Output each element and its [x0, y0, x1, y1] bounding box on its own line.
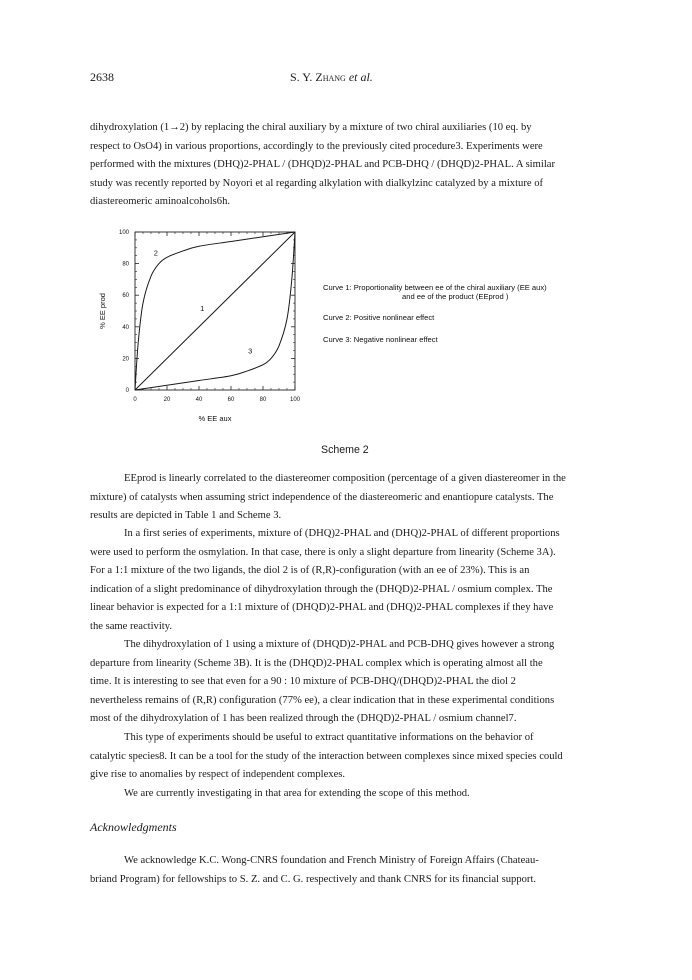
y-tick-label: 20: [122, 356, 129, 363]
x-tick-label: 60: [227, 397, 235, 403]
curve-label-1: 1: [200, 304, 205, 313]
paragraph-5: We are currently investigating in that area for extending the scope of this method.: [124, 788, 470, 799]
nonlinear-effect-chart: [88, 222, 316, 437]
curve-label-2: 2: [153, 248, 158, 258]
paragraph-4: This type of experiments should be useful to extract quantitative informations on the behavior of catalytic species8. It can be a tool for the study of the interaction between complexes since mixed species could give rise to anomalies by respect of independent complexes.: [90, 732, 563, 780]
legend-curve-2: Curve 2: Positive nonlinear effect: [323, 313, 435, 322]
y-tick-label: 100: [118, 230, 129, 236]
paragraph-3: The dihydroxylation of 1 using a mixture of (DHQD)2-PHAL and PCB-DHQ gives however a strong departure from linearity (Scheme 3B). It is the (DHQD)2-PHAL complex which is operating almost all the time. It is interesting to see that even for a 90 : 10 mixture of PCB-DHQ/(DHQD)2-PHAL the diol 2 nevertheless remains of (R,R) configuration (77% ee), a clear indication that in these experimental conditions most of the dihydroxylation of 1 has been realized through the (DHQD)2-PHAL / osmium channel7.: [90, 639, 555, 724]
running-title: S. Y. Zhang et al.: [290, 70, 373, 84]
curve-label-3: 3: [248, 346, 253, 356]
x-tick-label: 40: [195, 397, 203, 403]
intro-paragraph: dihydroxylation (1→2) by replacing the chiral auxiliary by a mixture of two chiral auxiliaries (10 eq. by respect to OsO4) in various proportions, accordingly to the previously cited procedure3. Experiments were performed with the mixtures (DHQ)2-PHAL / (DHQD)2-PHAL and PCB-DHQ / (DHQD)2-PHAL. A similar study was recently reported by Noyori et al regarding alkylation with dialkylzinc catalyzed by a mixture of diastereomeric aminoalcohols6h.: [90, 122, 555, 207]
x-tick-label: 80: [259, 397, 267, 403]
paragraph-2: In a first series of experiments, mixture of (DHQ)2-PHAL and (DHQ)2-PHAL of different proportions were used to perform the osmylation. In that case, there is only a slight departure from linearity (Scheme 3A). For a 1:1 mixture of the two ligands, the diol 2 is of (R,R)-configuration (with an ee of 23%). This is an indication of a slight predominance of dihydroxylation through the (DHQD)2-PHAL / osmium complex. The linear behavior is expected for a 1:1 mixture of (DHQD)2-PHAL and (DHQ)2-PHAL complexes if they have the same reactivity.: [90, 528, 560, 632]
curve-1: [135, 232, 295, 390]
acknowledgments-heading: Acknowledgments: [90, 820, 177, 834]
paragraph-1: EEprod is linearly correlated to the diastereomer composition (percentage of a given diastereomer in the mixture) of catalysts when assuming strict independence of the diastereomeric and enantiopure catalysts. The results are depicted in Table 1 and Scheme 3.: [90, 473, 566, 521]
y-tick-label: 60: [122, 293, 129, 300]
y-tick-label: 40: [122, 324, 129, 331]
x-tick-label: 0: [133, 397, 137, 403]
acknowledgments-text: We acknowledge K.C. Wong-CNRS foundation and French Ministry of Foreign Affairs (Chateau- briand Program) for fellowships to S. Z. and C. G. respectively and thank CNRS for its financial support.: [90, 855, 539, 885]
x-tick-label: 100: [289, 397, 301, 403]
page-number: 2638: [90, 70, 114, 84]
y-tick-label: 0: [125, 388, 129, 394]
x-axis-label: % EE aux: [198, 414, 232, 423]
legend-curve-3: Curve 3: Negative nonlinear effect: [323, 335, 438, 344]
legend-curve-1: Curve 1: Proportionality between ee of the chiral auxiliary (EE aux) and ee of the product (EEprod ): [323, 283, 547, 301]
x-tick-label: 20: [163, 397, 171, 403]
scheme-caption: Scheme 2: [321, 444, 369, 456]
y-axis-label: % EE prod: [98, 293, 107, 329]
y-tick-label: 80: [122, 261, 129, 268]
